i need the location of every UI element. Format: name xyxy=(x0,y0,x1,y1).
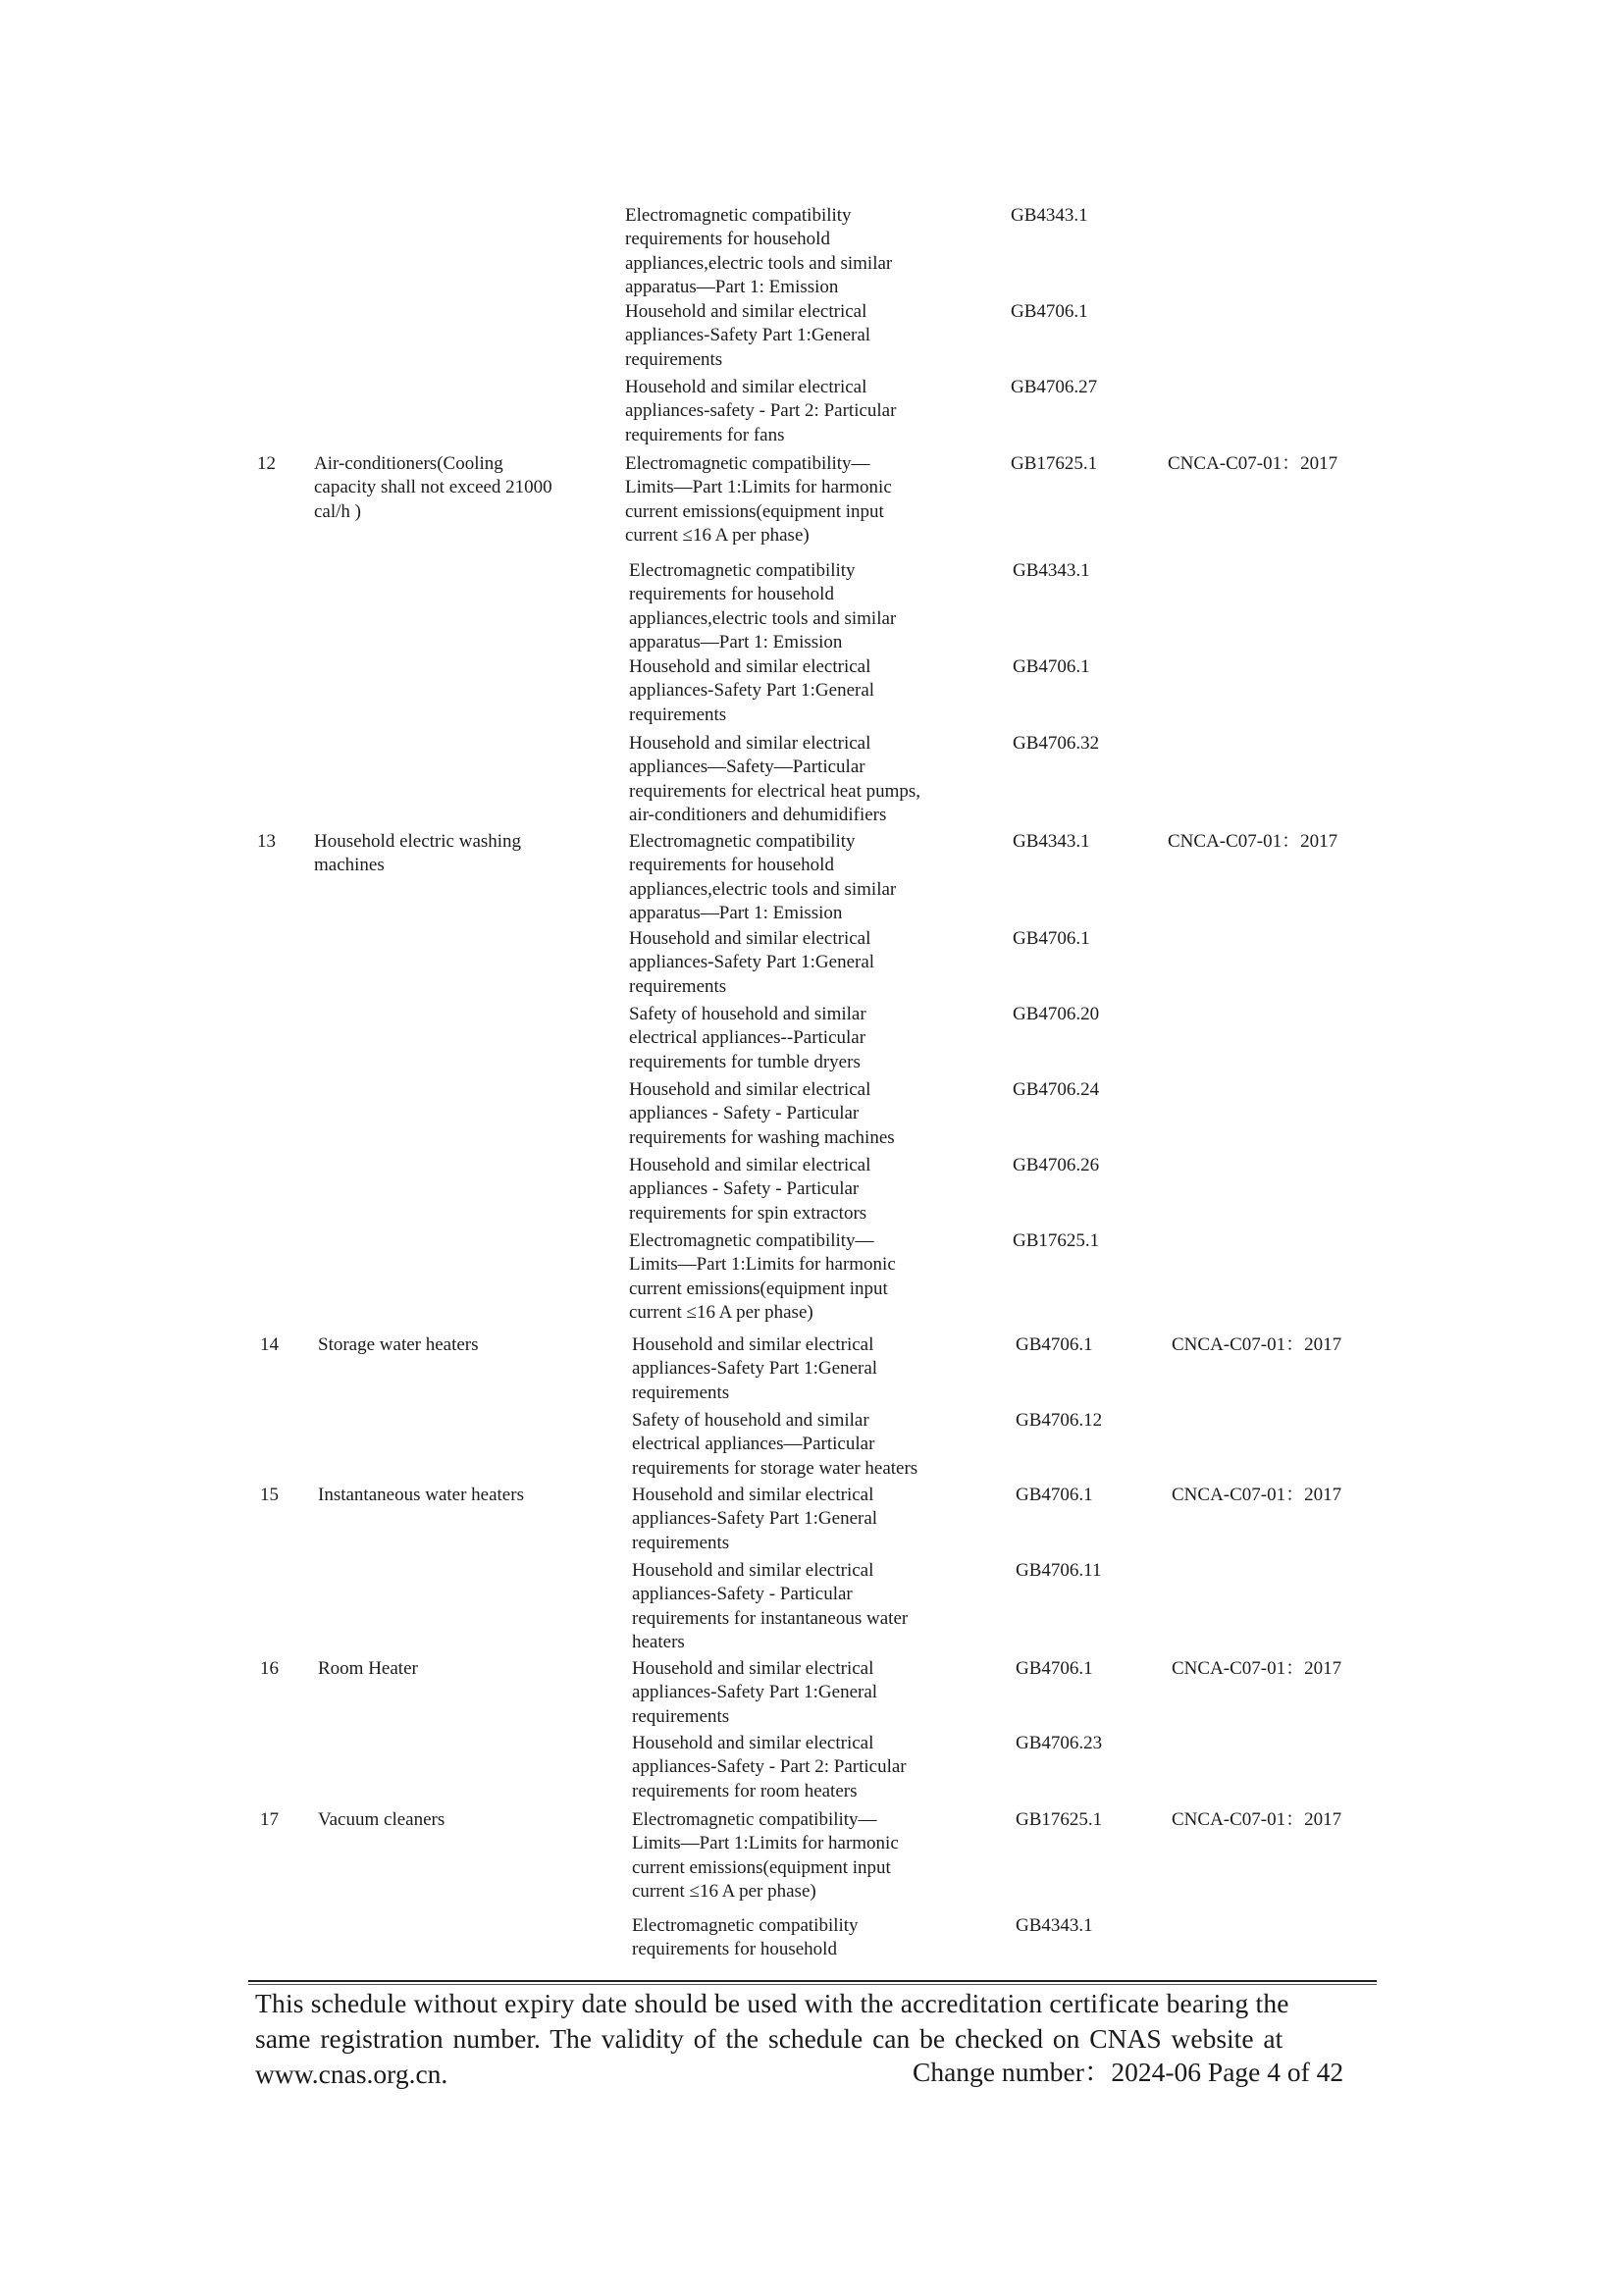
standard-name-line: current emissions(equipment input xyxy=(625,500,884,522)
product-name-line: Household electric washing xyxy=(314,831,522,852)
standard-name-line: appliances-safety - Part 2: Particular xyxy=(625,400,897,422)
standard-name-line: Electromagnetic compatibility— xyxy=(625,453,870,474)
standard-number: GB4343.1 xyxy=(1011,205,1088,226)
standard-name-line: requirements for tumble dryers xyxy=(629,1051,861,1072)
footer-line-2: same registration number. The validity of the schedule can be checked on CNAS website at xyxy=(255,2023,1283,2054)
standard-number: GB4706.1 xyxy=(1016,1658,1093,1679)
footer-divider-thin xyxy=(248,1984,1377,1985)
standard-name-line: requirements for fans xyxy=(625,424,785,445)
standard-number: GB4343.1 xyxy=(1013,831,1090,852)
implementation-rule: CNCA-C07-01：2017 xyxy=(1172,1485,1342,1505)
item-number: 15 xyxy=(260,1485,279,1505)
standard-name-line: requirements for household xyxy=(625,229,830,250)
standard-name-line: requirements xyxy=(625,348,723,370)
standard-name-line: Household and similar electrical xyxy=(632,1658,874,1679)
standard-name-line: Limits—Part 1:Limits for harmonic xyxy=(629,1254,896,1276)
item-number: 12 xyxy=(257,453,276,474)
standard-name-line: Household and similar electrical xyxy=(632,1733,874,1753)
standard-name-line: current emissions(equipment input xyxy=(629,1278,888,1299)
standard-name-line: Household and similar electrical xyxy=(632,1560,874,1581)
standard-name-line: Electromagnetic compatibility xyxy=(632,1915,859,1936)
standard-number: GB4706.26 xyxy=(1013,1155,1100,1175)
standard-number: GB17625.1 xyxy=(1013,1230,1100,1251)
implementation-rule: CNCA-C07-01：2017 xyxy=(1172,1658,1342,1679)
standard-name-line: current emissions(equipment input xyxy=(632,1856,891,1878)
footer-change-number: Change number：2024-06 Page 4 of 42 xyxy=(913,2057,1344,2087)
standard-name-line: requirements for spin extractors xyxy=(629,1202,867,1224)
standard-number: GB4706.12 xyxy=(1016,1410,1103,1431)
standard-name-line: requirements for household xyxy=(629,584,834,605)
item-number: 17 xyxy=(260,1809,279,1830)
implementation-rule: CNCA-C07-01：2017 xyxy=(1168,831,1338,852)
footer-website: www.cnas.org.cn. xyxy=(255,2059,448,2089)
standard-name-line: Electromagnetic compatibility— xyxy=(629,1230,874,1251)
standard-number: GB4706.1 xyxy=(1016,1485,1093,1505)
standard-name-line: Limits—Part 1:Limits for harmonic xyxy=(632,1833,899,1854)
standard-name-line: Household and similar electrical xyxy=(632,1485,874,1505)
standard-name-line: Household and similar electrical xyxy=(625,377,867,397)
product-name-line: Room Heater xyxy=(318,1658,418,1679)
standard-name-line: Household and similar electrical xyxy=(629,733,871,754)
standard-name-line: requirements for household xyxy=(629,855,834,876)
standard-name-line: appliances-Safety - Particular xyxy=(632,1584,853,1605)
item-number: 16 xyxy=(260,1658,279,1679)
standard-name-line: Electromagnetic compatibility xyxy=(629,560,856,581)
standard-name-line: appliances - Safety - Particular xyxy=(629,1103,860,1124)
standard-name-line: requirements for washing machines xyxy=(629,1126,895,1148)
standard-number: GB4706.24 xyxy=(1013,1079,1100,1100)
standard-name-line: requirements xyxy=(632,1532,730,1553)
standard-name-line: electrical appliances--Particular xyxy=(629,1027,866,1049)
footer-divider xyxy=(248,1980,1377,1982)
standard-number: GB4706.32 xyxy=(1013,733,1100,754)
standard-name-line: appliances-Safety Part 1:General xyxy=(629,680,875,702)
standard-name-line: Electromagnetic compatibility xyxy=(625,205,852,226)
standard-name-line: current ≤16 A per phase) xyxy=(629,1302,813,1324)
product-name-line: machines xyxy=(314,855,385,876)
standard-name-line: appliances-Safety - Part 2: Particular xyxy=(632,1756,907,1778)
standard-name-line: appliances,electric tools and similar xyxy=(629,878,897,900)
standard-name-line: Safety of household and similar xyxy=(632,1410,869,1431)
product-name-line: Air-conditioners(Cooling xyxy=(314,453,503,474)
item-number: 13 xyxy=(257,831,276,852)
standard-name-line: Limits—Part 1:Limits for harmonic xyxy=(625,477,892,498)
product-name-line: Vacuum cleaners xyxy=(318,1809,445,1830)
standard-name-line: electrical appliances—Particular xyxy=(632,1434,875,1455)
standard-name-line: requirements for instantaneous water xyxy=(632,1607,909,1629)
standard-name-line: Household and similar electrical xyxy=(625,301,867,322)
standard-number: GB4343.1 xyxy=(1016,1915,1093,1936)
standard-name-line: appliances-Safety Part 1:General xyxy=(625,325,871,346)
standard-number: GB17625.1 xyxy=(1011,453,1098,474)
standard-number: GB4706.1 xyxy=(1016,1334,1093,1355)
standard-name-line: Household and similar electrical xyxy=(629,1079,871,1100)
standard-name-line: appliances-Safety Part 1:General xyxy=(632,1358,878,1380)
standard-number: GB4706.20 xyxy=(1013,1004,1100,1024)
standard-name-line: requirements for room heaters xyxy=(632,1780,858,1801)
product-name-line: capacity shall not exceed 21000 xyxy=(314,477,552,498)
standard-number: GB17625.1 xyxy=(1016,1809,1103,1830)
standard-number: GB4706.1 xyxy=(1013,928,1090,949)
product-name-line: Instantaneous water heaters xyxy=(318,1485,524,1505)
standard-name-line: Electromagnetic compatibility xyxy=(629,831,856,852)
product-name-line: Storage water heaters xyxy=(318,1334,479,1355)
standard-name-line: Household and similar electrical xyxy=(629,928,871,949)
standard-name-line: Household and similar electrical xyxy=(629,1155,871,1175)
standard-name-line: Electromagnetic compatibility— xyxy=(632,1809,877,1830)
implementation-rule: CNCA-C07-01：2017 xyxy=(1172,1334,1342,1355)
standard-number: GB4706.27 xyxy=(1011,377,1098,397)
standard-name-line: appliances—Safety—Particular xyxy=(629,757,865,778)
implementation-rule: CNCA-C07-01：2017 xyxy=(1172,1809,1342,1830)
standard-name-line: appliances - Safety - Particular xyxy=(629,1178,860,1200)
standard-number: GB4343.1 xyxy=(1013,560,1090,581)
item-number: 14 xyxy=(260,1334,279,1355)
standard-name-line: requirements for storage water heaters xyxy=(632,1457,918,1479)
standard-number: GB4706.23 xyxy=(1016,1733,1103,1753)
product-name-line: cal/h ) xyxy=(314,500,362,522)
standard-name-line: Safety of household and similar xyxy=(629,1004,866,1024)
standard-name-line: heaters xyxy=(632,1632,685,1653)
standard-name-line: requirements xyxy=(629,975,727,997)
standard-name-line: Household and similar electrical xyxy=(629,656,871,677)
standard-name-line: requirements xyxy=(632,1382,730,1403)
standard-name-line: requirements xyxy=(629,704,727,725)
standard-name-line: requirements xyxy=(632,1705,730,1727)
standard-name-line: appliances-Safety Part 1:General xyxy=(632,1508,878,1530)
standard-name-line: current ≤16 A per phase) xyxy=(625,525,810,547)
footer-line-1: This schedule without expiry date should be used with the accreditation certificate bearing the xyxy=(255,1988,1289,2018)
standard-name-line: appliances-Safety Part 1:General xyxy=(632,1682,878,1703)
standard-number: GB4706.1 xyxy=(1011,301,1088,322)
standard-name-line: appliances,electric tools and similar xyxy=(625,252,893,274)
standard-name-line: appliances,electric tools and similar xyxy=(629,607,897,629)
standard-name-line: apparatus—Part 1: Emission xyxy=(629,903,843,924)
standard-name-line: apparatus—Part 1: Emission xyxy=(625,277,839,298)
standard-number: GB4706.11 xyxy=(1016,1560,1102,1581)
standard-name-line: requirements for household xyxy=(632,1939,837,1960)
standard-name-line: Household and similar electrical xyxy=(632,1334,874,1355)
implementation-rule: CNCA-C07-01：2017 xyxy=(1168,453,1338,474)
standard-name-line: current ≤16 A per phase) xyxy=(632,1881,816,1903)
standard-name-line: air-conditioners and dehumidifiers xyxy=(629,805,887,826)
standard-name-line: requirements for electrical heat pumps, xyxy=(629,780,921,802)
standard-name-line: appliances-Safety Part 1:General xyxy=(629,952,875,973)
standard-name-line: apparatus—Part 1: Emission xyxy=(629,632,843,653)
standard-number: GB4706.1 xyxy=(1013,656,1090,677)
